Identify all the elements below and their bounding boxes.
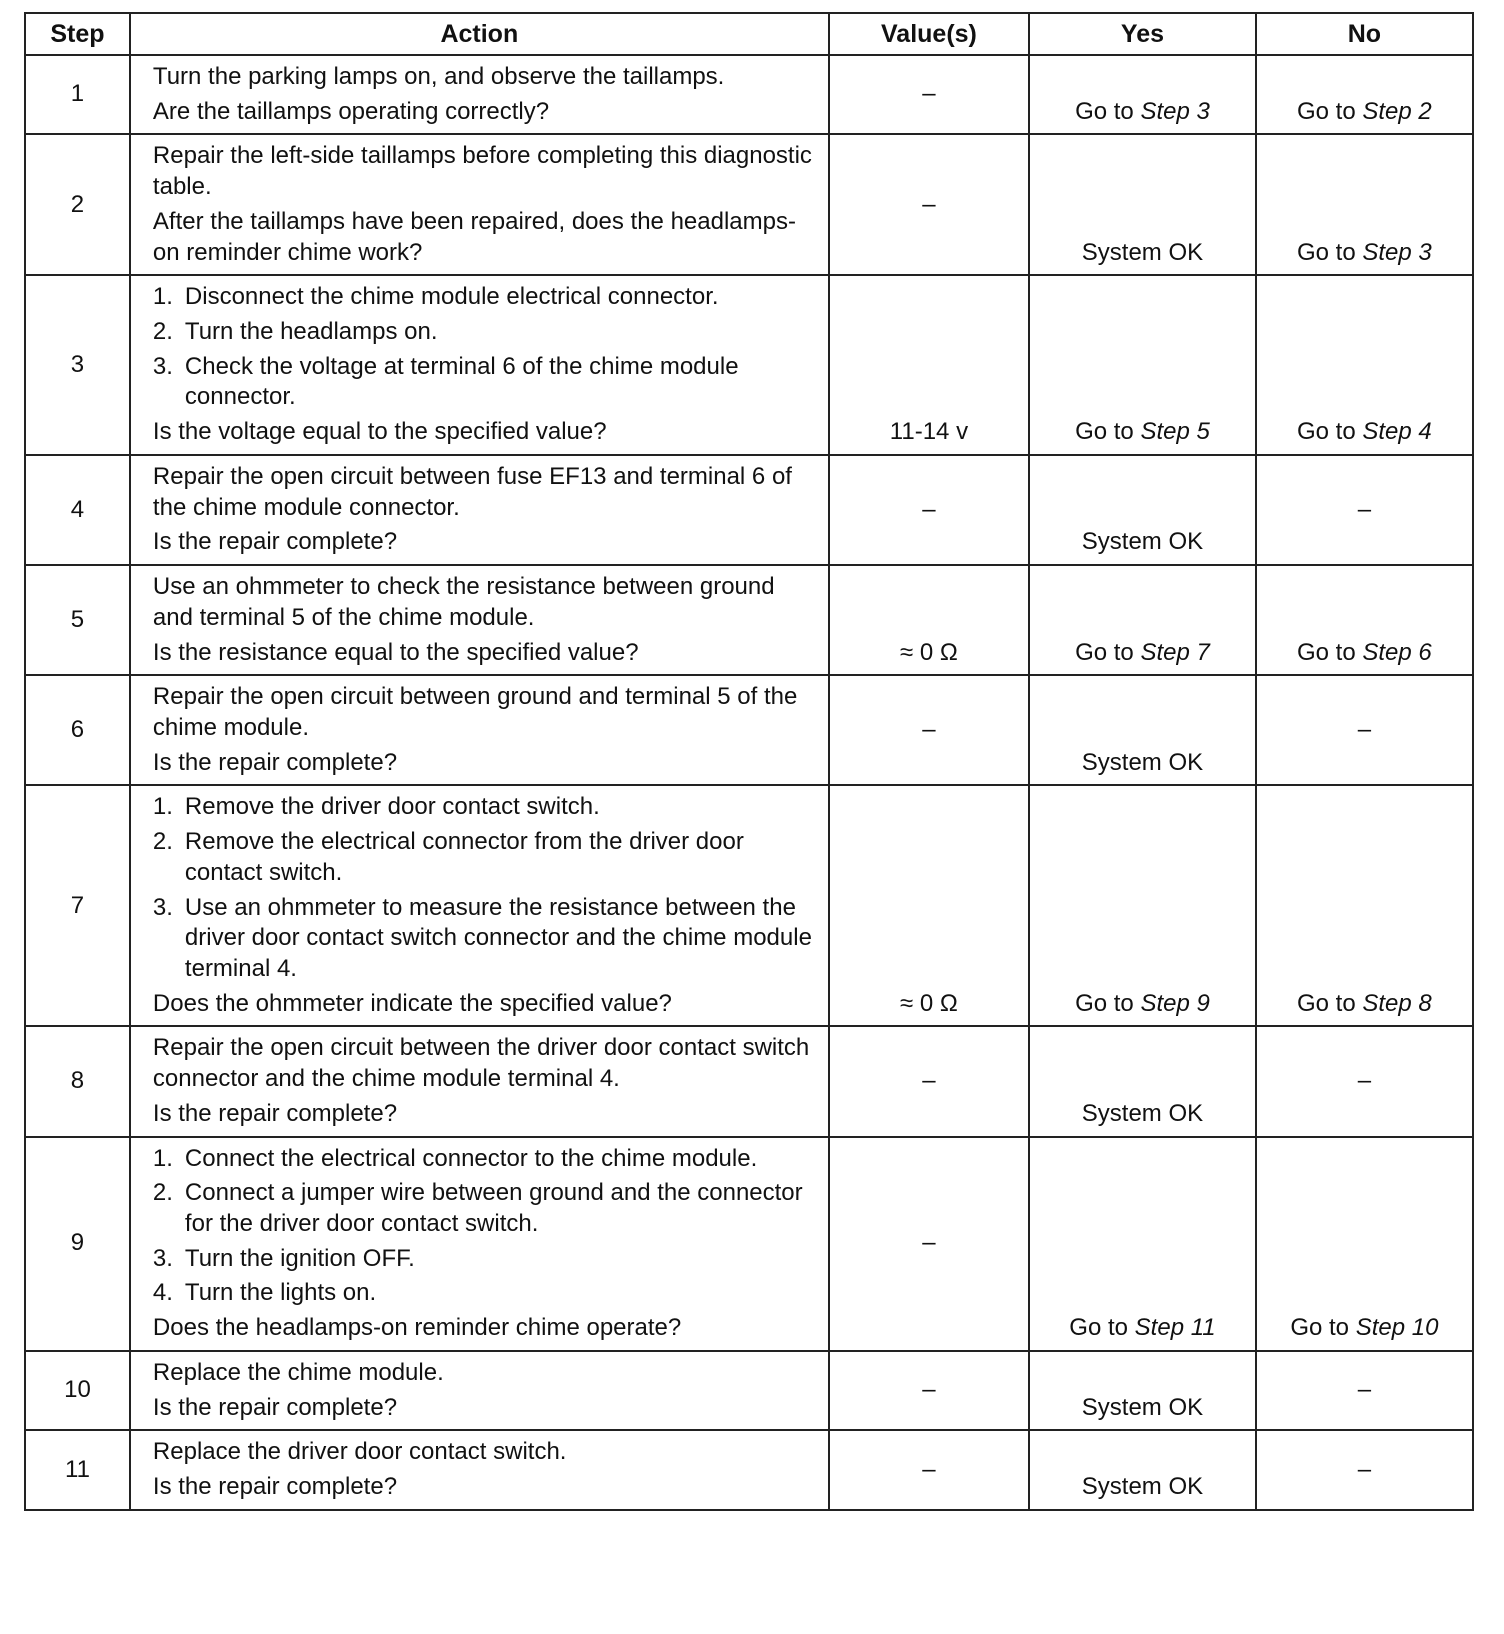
- no-cell: [1256, 55, 1473, 134]
- step-number: 1: [25, 55, 130, 134]
- header-no: No: [1256, 13, 1473, 55]
- no-result-text: –: [1357, 715, 1372, 743]
- step-number: 4: [25, 455, 130, 565]
- yes-step-reference: Step 3: [1140, 97, 1210, 125]
- action-cell: [130, 1026, 829, 1136]
- table-row: [25, 134, 1473, 275]
- substep-item: [153, 827, 818, 888]
- no-result-text: –: [1357, 1376, 1372, 1404]
- action-cell: [130, 134, 829, 275]
- no-result-text: Go to: [1297, 97, 1363, 125]
- step-number: 10: [25, 1351, 130, 1430]
- yes-result-text: Go to: [1069, 1314, 1135, 1342]
- action-cell: [130, 565, 829, 675]
- no-cell: [1256, 1137, 1473, 1351]
- action-cell: [130, 1351, 829, 1430]
- value-cell: –: [829, 1430, 1029, 1509]
- action-question: Is the repair complete?: [152, 1099, 398, 1127]
- action-question: Is the repair complete?: [152, 748, 398, 776]
- no-cell: [1256, 134, 1473, 275]
- substep-number: 1.: [152, 1144, 173, 1172]
- step-number: 11: [25, 1430, 130, 1509]
- value-cell: ≈ 0 Ω: [829, 785, 1029, 1026]
- value-cell: –: [829, 55, 1029, 134]
- action-question: Is the repair complete?: [152, 528, 398, 556]
- action-cell: [130, 55, 829, 134]
- value-cell: –: [829, 1026, 1029, 1136]
- action-question: Is the repair complete?: [152, 1473, 398, 1501]
- table-row: [25, 1430, 1473, 1509]
- yes-cell: [1029, 675, 1256, 785]
- substep-text: Remove the electrical connector from the driver door contact switch.: [184, 828, 744, 886]
- substep-text: Turn the headlamps on.: [184, 318, 438, 346]
- yes-result-text: Go to: [1075, 989, 1141, 1017]
- yes-step-reference: Step 9: [1140, 989, 1210, 1017]
- substep-list: [153, 792, 818, 984]
- substep-number: 2.: [152, 318, 173, 346]
- substep-number: 2.: [152, 1179, 173, 1207]
- header-step: Step: [25, 13, 130, 55]
- diagnostic-table: [24, 12, 1474, 1511]
- action-question: Is the repair complete?: [152, 1393, 398, 1421]
- substep-number: 1.: [152, 793, 173, 821]
- no-result-text: –: [1357, 1067, 1372, 1095]
- action-instruction: Repair the left-side taillamps before completing this diagnostic table.: [152, 142, 812, 201]
- action-cell: [130, 455, 829, 565]
- yes-step-reference: Step 11: [1134, 1314, 1216, 1342]
- action-instruction: Replace the chime module.: [152, 1358, 444, 1386]
- substep-item: [153, 1178, 818, 1239]
- step-number: 2: [25, 134, 130, 275]
- table-row: [25, 275, 1473, 455]
- table-row: [25, 455, 1473, 565]
- value-cell: –: [829, 134, 1029, 275]
- action-question: After the taillamps have been repaired, does the headlamps-on reminder chime work?: [152, 207, 796, 266]
- action-question: Is the resistance equal to the specified value?: [152, 638, 639, 666]
- action-instruction: Repair the open circuit between fuse EF13 and terminal 6 of the chime module connector.: [152, 462, 792, 521]
- substep-number: 1.: [152, 283, 173, 311]
- value-cell: –: [829, 1351, 1029, 1430]
- step-number: 7: [25, 785, 130, 1026]
- no-step-reference: Step 8: [1362, 989, 1432, 1017]
- yes-result-text: System OK: [1081, 528, 1204, 556]
- value-cell: –: [829, 455, 1029, 565]
- step-number: 6: [25, 675, 130, 785]
- substep-number: 3.: [152, 1244, 173, 1272]
- action-cell: [130, 675, 829, 785]
- yes-result-text: System OK: [1081, 238, 1204, 266]
- action-instruction: Turn the parking lamps on, and observe the taillamps.: [152, 63, 725, 90]
- header-values: Value(s): [829, 13, 1029, 55]
- action-question: Does the ohmmeter indicate the specified value?: [152, 989, 672, 1017]
- action-question: Does the headlamps-on reminder chime operate?: [152, 1314, 682, 1342]
- yes-result-text: System OK: [1081, 748, 1204, 776]
- value-cell: –: [829, 675, 1029, 785]
- substep-number: 2.: [152, 828, 173, 856]
- substep-text: Connect a jumper wire between ground and the connector for the driver door contact switch.: [184, 1179, 803, 1237]
- no-result-text: Go to: [1297, 989, 1363, 1017]
- substep-number: 3.: [152, 893, 173, 921]
- action-cell: [130, 1137, 829, 1351]
- no-cell: [1256, 1351, 1473, 1430]
- substep-text: Use an ohmmeter to measure the resistance between the driver door contact switch connector and the chime module terminal 4.: [184, 893, 812, 982]
- substep-item: [153, 893, 818, 985]
- substep-text: Connect the electrical connector to the chime module.: [184, 1144, 758, 1172]
- yes-result-text: System OK: [1081, 1473, 1204, 1501]
- yes-result-text: Go to: [1075, 97, 1141, 125]
- no-cell: [1256, 1430, 1473, 1509]
- substep-text: Turn the ignition OFF.: [184, 1244, 415, 1272]
- no-result-text: Go to: [1297, 418, 1363, 446]
- no-step-reference: Step 6: [1362, 638, 1432, 666]
- yes-cell: [1029, 55, 1256, 134]
- value-cell: 11-14 v: [829, 275, 1029, 455]
- yes-cell: [1029, 1351, 1256, 1430]
- table-row: [25, 785, 1473, 1026]
- action-cell: [130, 275, 829, 455]
- step-number: 5: [25, 565, 130, 675]
- no-step-reference: Step 3: [1362, 238, 1432, 266]
- table-row: [25, 1137, 1473, 1351]
- no-result-text: Go to: [1297, 238, 1363, 266]
- action-instruction: Replace the driver door contact switch.: [152, 1438, 567, 1466]
- diagnostic-table-container: [24, 12, 1474, 1511]
- substep-text: Check the voltage at terminal 6 of the chime module connector.: [184, 352, 739, 411]
- header-action: Action: [130, 13, 829, 55]
- no-result-text: –: [1357, 1455, 1372, 1483]
- yes-result-text: Go to: [1075, 418, 1141, 446]
- yes-result-text: System OK: [1081, 1099, 1204, 1127]
- value-cell: ≈ 0 Ω: [829, 565, 1029, 675]
- yes-cell: [1029, 455, 1256, 565]
- substep-item: [153, 1244, 818, 1275]
- no-step-reference: Step 10: [1355, 1314, 1439, 1342]
- no-result-text: Go to: [1297, 638, 1363, 666]
- no-cell: [1256, 455, 1473, 565]
- substep-item: [153, 792, 818, 823]
- no-result-text: –: [1357, 495, 1372, 523]
- yes-cell: [1029, 1026, 1256, 1136]
- no-result-text: Go to: [1290, 1314, 1356, 1342]
- table-row: [25, 1026, 1473, 1136]
- action-question: Is the voltage equal to the specified value?: [152, 418, 607, 446]
- yes-cell: [1029, 565, 1256, 675]
- substep-list: [153, 1144, 818, 1310]
- yes-cell: [1029, 785, 1256, 1026]
- step-number: 8: [25, 1026, 130, 1136]
- yes-cell: [1029, 134, 1256, 275]
- substep-text: Remove the driver door contact switch.: [184, 793, 600, 821]
- no-cell: [1256, 275, 1473, 455]
- action-cell: [130, 1430, 829, 1509]
- substep-item: [153, 1278, 818, 1309]
- table-row: [25, 675, 1473, 785]
- substep-item: [153, 317, 818, 348]
- substep-number: 4.: [152, 1279, 173, 1307]
- action-question: Are the taillamps operating correctly?: [152, 97, 550, 125]
- substep-text: Disconnect the chime module electrical connector.: [184, 283, 719, 311]
- substep-item: [153, 352, 818, 413]
- yes-result-text: Go to: [1075, 638, 1141, 666]
- value-cell: –: [829, 1137, 1029, 1351]
- table-row: [25, 565, 1473, 675]
- substep-list: [153, 282, 818, 413]
- no-cell: [1256, 1026, 1473, 1136]
- action-instruction: Repair the open circuit between ground and terminal 5 of the chime module.: [152, 683, 798, 741]
- no-step-reference: Step 2: [1362, 97, 1432, 125]
- header-row: [25, 13, 1473, 55]
- action-cell: [130, 785, 829, 1026]
- table-body: [25, 55, 1473, 1510]
- step-number: 3: [25, 275, 130, 455]
- header-yes: Yes: [1029, 13, 1256, 55]
- no-cell: [1256, 565, 1473, 675]
- step-number: 9: [25, 1137, 130, 1351]
- yes-step-reference: Step 5: [1140, 418, 1210, 446]
- table-row: [25, 55, 1473, 134]
- no-step-reference: Step 4: [1362, 418, 1432, 446]
- substep-text: Turn the lights on.: [184, 1279, 377, 1307]
- action-instruction: Use an ohmmeter to check the resistance between ground and terminal 5 of the chime module.: [152, 573, 775, 631]
- yes-cell: [1029, 1137, 1256, 1351]
- yes-cell: [1029, 1430, 1256, 1509]
- yes-step-reference: Step 7: [1140, 638, 1210, 666]
- yes-cell: [1029, 275, 1256, 455]
- action-instruction: Repair the open circuit between the driver door contact switch connector and the chime module terminal 4.: [152, 1034, 810, 1093]
- no-cell: [1256, 675, 1473, 785]
- substep-item: [153, 282, 818, 313]
- substep-item: [153, 1144, 818, 1175]
- substep-number: 3.: [152, 352, 173, 380]
- no-cell: [1256, 785, 1473, 1026]
- table-row: [25, 1351, 1473, 1430]
- yes-result-text: System OK: [1081, 1393, 1204, 1421]
